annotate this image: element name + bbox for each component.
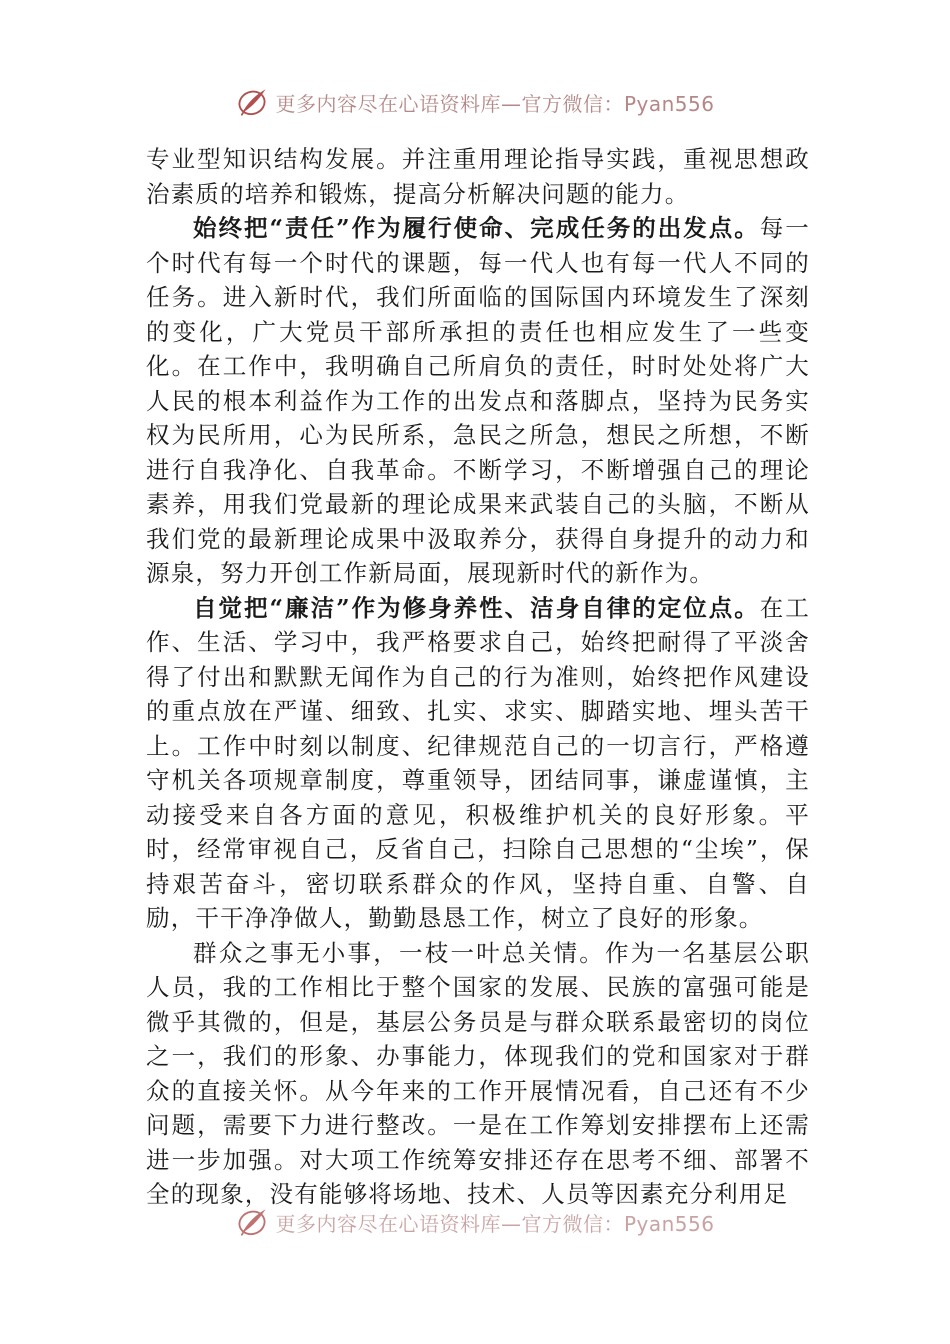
paragraph-4: [146, 936, 810, 1212]
feather-pen-logo-icon: [235, 1205, 269, 1239]
paragraph-3: [146, 591, 810, 936]
watermark-brand: [235, 85, 714, 119]
footer-watermark: [0, 1200, 950, 1244]
header-watermark: [0, 80, 950, 124]
watermark-text: 更多内容尽在心语资料库—官方微信：Pyan556: [275, 91, 715, 116]
paragraph-lead-heading: 始终把“责任”作为履行使命、完成任务的出发点。: [193, 214, 760, 242]
feather-pen-logo-icon: [235, 85, 269, 119]
watermark-text: 更多内容尽在心语资料库—官方微信：Pyan556: [275, 1211, 715, 1236]
paragraph-lead-heading: 自觉把“廉洁”作为修身养性、洁身自律的定位点。: [193, 593, 760, 622]
paragraph-text: 专业型知识结构发展。并注重用理论指导实践，重视思想政治素质的培养和锻炼，提高分析解决问题的能力。: [146, 145, 810, 208]
watermark-brand: [235, 1205, 714, 1239]
paragraph-text: 群众之事无小事，一枝一叶总关情。作为一名基层公职人员，我的工作相比于整个国家的发展、民族的富强可能是微乎其微的，但是，基层公务员是与群众联系最密切的岗位之一，我们的形象、办事能力，体现我们的党和国家对于群众的直接关怀。从今年来的工作开展情况看，自己还有不少问题，需要下力进行整改。一是在工作筹划安排摆布上还需进一步加强。对大项工作统筹安排还存在思考不细、部署不全的现象，没有能够将场地、技术、人员等因素充分利用足: [146, 938, 810, 1208]
paragraph-text: 在工作、生活、学习中，我严格要求自己，始终把耐得了平淡舍得了付出和默默无闻作为自己的行为准则，始终把作风建设的重点放在严谨、细致、扎实、求实、脚踏实地、埋头苦干上。工作中时刻以制度、纪律规范自己的一切言行，严格遵守机关各项规章制度，尊重领导，团结同事，谦虚谨慎，主动接受来自各方面的意见，积极维护机关的良好形象。平时，经常审视自己，反省自己，扫除自己思想的“尘埃”，保持艰苦奋斗，密切联系群众的作风，坚持自重、自警、自励，干干净净做人，勤勤恳恳工作，树立了良好的形象。: [146, 593, 810, 932]
paragraph-1: [146, 142, 810, 211]
paragraph-2: [146, 211, 810, 591]
paragraph-text: 每一个时代有每一个时代的课题，每一代人也有每一代人不同的任务。进入新时代，我们所面临的国际国内环境发生了深刻的变化，广大党员干部所承担的责任也相应发生了一些变化。在工作中，我明确自己所肩负的责任，时时处处将广大人民的根本利益作为工作的出发点和落脚点，坚持为民务实权为民所用，心为民所系，急民之所急，想民之所想，不断进行自我净化、自我革命。不断学习，不断增强自己的理论素养，用我们党最新的理论成果来武装自己的头脑，不断从我们党的最新理论成果中汲取养分，获得自身提升的动力和源泉，努力开创工作新局面，展现新时代的新作为。: [146, 214, 810, 587]
document-body: [146, 142, 810, 1212]
